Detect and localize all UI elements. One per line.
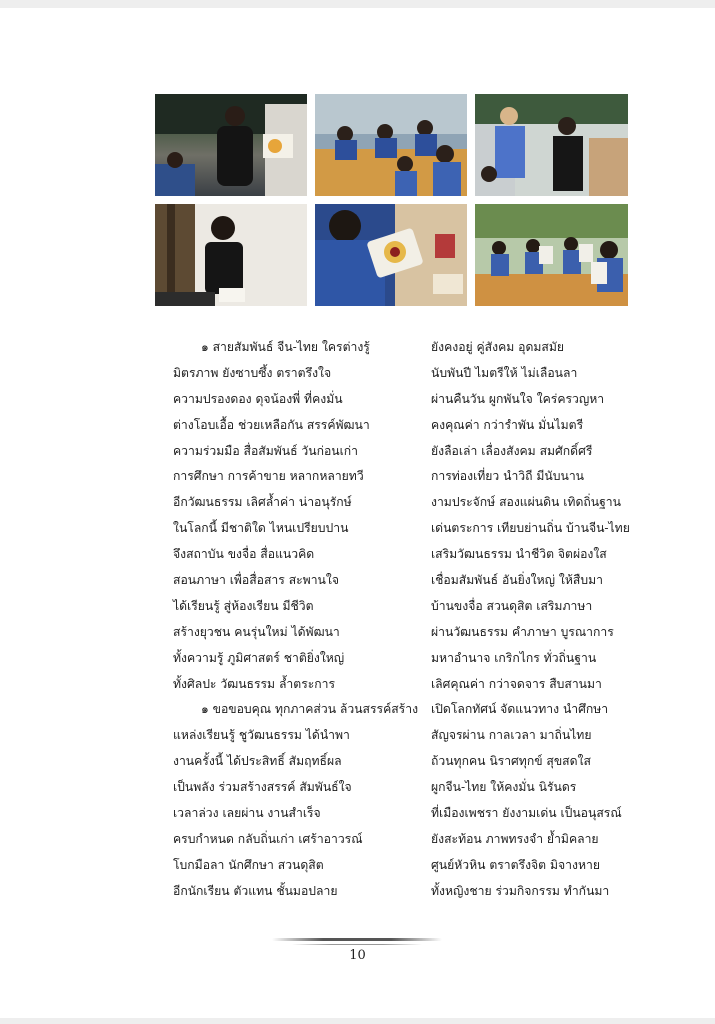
verse-row [173, 749, 643, 775]
verse-right: ผ่านวัฒนธรรม คำภาษา บูรณาการ [431, 624, 614, 639]
verse-left: ในโลกนี้ มีชาติใด ไหนเปรียบปาน [173, 521, 349, 536]
verse-left: สร้างยุวชน คนรุ่นใหม่ ได้พัฒนา [173, 624, 340, 639]
verse-right: ยังสะท้อน ภาพทรงจำ ย้ำมิคลาย [431, 831, 599, 846]
verse-right: เสริมวัฒนธรรม นำชีวิต จิตผ่องใส [431, 547, 607, 562]
verse-left: ความปรองดอง ดุจน้องพี่ ที่คงมั่น [173, 391, 343, 406]
verse-row [173, 672, 643, 698]
verse-row [173, 464, 643, 490]
verse-left: ทั้งความรู้ ภูมิศาสตร์ ชาติยิ่งใหญ่ [173, 650, 345, 665]
verse-left: แหล่งเรียนรู้ ชูวัฒนธรรม ได้นำพา [173, 728, 350, 743]
page-number: 10 [349, 948, 366, 963]
verse-left: จึงสถาบัน ขงจื่อ สื่อแนวคิด [173, 547, 315, 562]
verse-row [173, 387, 643, 413]
photo-masks-art [475, 204, 628, 306]
verse-row [173, 723, 643, 749]
verse-left: งานครั้งนี้ ได้ประสิทธิ์ สัมฤทธิ์ผล [173, 754, 342, 769]
verse-row [173, 335, 643, 361]
verse-right: ถ้วนทุกคน นิราศทุกข์ สุขสดใส [431, 754, 591, 769]
verse-left: สอนภาษา เพื่อสื่อสาร สะพานใจ [173, 573, 339, 588]
photo-students-holding-masks [475, 204, 628, 306]
verse-right: คงคุณค่า กว่ารำพัน มั่นไมตรี [431, 417, 584, 432]
document-page [0, 8, 715, 1018]
verse-row [173, 801, 643, 827]
verse-right: ยังคงอยู่ คู่สังคม อุดมสมัย [431, 340, 565, 354]
verse-row [173, 361, 643, 387]
verse-left: มิตรภาพ ยังซาบซึ้ง ตราตรึงใจ [173, 365, 332, 380]
verse-right: บ้านขงจื่อ สวนดุสิต เสริมภาษา [431, 598, 593, 613]
footer-divider [272, 938, 442, 941]
verse-row [173, 516, 643, 542]
verse-left: ความร่วมมือ สื่อสัมพันธ์ วันก่อนเก่า [173, 443, 359, 458]
verse-right: การท่องเที่ยว นำวิถี มีนับนาน [431, 469, 585, 484]
verse-right: ทั้งหญิงชาย ร่วมกิจกรรม ทำกันมา [431, 883, 610, 898]
verse-left: อีกวัฒนธรรม เลิศล้ำค่า น่าอนุรักษ์ [173, 495, 352, 510]
verse-row [173, 439, 643, 465]
photo-demo-art [475, 94, 628, 196]
verse-row [173, 879, 643, 905]
photo-collage [155, 94, 628, 306]
verse-right: นับพันปี ไมตรีให้ ไม่เลือนลา [431, 365, 578, 380]
poem-verses [173, 335, 643, 905]
verse-right: งามประจักษ์ สองแผ่นดิน เทิดถิ่นฐาน [431, 495, 621, 510]
verse-left: ได้เรียนรู้ สู่ห้องเรียน มีชีวิต [173, 598, 314, 613]
verse-row [173, 697, 643, 723]
verse-right: มหาอำนาจ เกริกไกร ทั่วถิ่นฐาน [431, 650, 597, 665]
verse-left: ๑ ขอขอบคุณ ทุกภาคส่วน ล้วนสรรค์สร้าง [201, 702, 419, 717]
photo-students-at-tables [315, 94, 467, 196]
photo-speaker-art [155, 94, 307, 196]
verse-row [173, 568, 643, 594]
verse-row [173, 775, 643, 801]
verse-right: เลิศคุณค่า กว่าจดจาร สืบสานมา [431, 676, 602, 691]
verse-row [173, 490, 643, 516]
verse-row [173, 620, 643, 646]
photo-mask-art [315, 204, 467, 306]
verse-left: อีกนักเรียน ตัวแทน ชั้นมอปลาย [173, 883, 338, 898]
photo-presenter-art [155, 204, 307, 306]
verse-row [173, 646, 643, 672]
verse-left: ทั้งศิลปะ วัฒนธรรม ล้ำตระการ [173, 676, 336, 691]
verse-right: เปิดโลกทัศน์ จัดแนวทาง นำศึกษา [431, 702, 609, 717]
verse-right: ผูกจีน-ไทย ให้คงมั่น นิรันดร [431, 780, 577, 795]
verse-right: ยังลือเล่า เลื่องสังคม สมศักดิ์ศรี [431, 443, 593, 458]
verse-right: เด่นตระการ เทียบย่านถิ่น บ้านจีน-ไทย [431, 521, 630, 536]
photo-tables-art [315, 94, 467, 196]
verse-row [173, 853, 643, 879]
verse-right: สัญจรผ่าน กาลเวลา มาถิ่นไทย [431, 728, 592, 743]
photo-painting-mask-closeup [315, 204, 467, 306]
verse-left: โบกมือลา นักศึกษา สวนดุสิต [173, 857, 324, 872]
verse-left: ครบกำหนด กลับถิ่นเก่า เศร้าอาวรณ์ [173, 831, 363, 846]
verse-left: ๑ สายสัมพันธ์ จีน-ไทย ใครต่างรู้ [201, 340, 370, 354]
footer-divider-thin [292, 944, 422, 945]
verse-row [173, 827, 643, 853]
photo-instructor-demonstration [475, 94, 628, 196]
verse-right: ผ่านคืนวัน ผูกพันใจ ใคร่ครวญหา [431, 391, 605, 406]
verse-right: เชื่อมสัมพันธ์ อันยิ่งใหญ่ ให้สืบมา [431, 573, 603, 588]
verse-right: ที่เมืองเพชรา ยังงามเด่น เป็นอนุสรณ์ [431, 806, 622, 821]
verse-left: เป็นพลัง ร่วมสร้างสรรค์ สัมพันธ์ใจ [173, 780, 352, 795]
photo-speaker-with-microphone [155, 94, 307, 196]
verse-right: ศูนย์หัวหิน ตราตรึงจิต มิจางหาย [431, 857, 600, 872]
verse-left: เวลาล่วง เลยผ่าน งานสำเร็จ [173, 806, 321, 821]
verse-row [173, 594, 643, 620]
verse-row [173, 413, 643, 439]
verse-row [173, 542, 643, 568]
photo-girl-presenting [155, 204, 307, 306]
verse-left: การศึกษา การค้าขาย หลากหลายทวี [173, 469, 364, 484]
verse-left: ต่างโอบเอื้อ ช่วยเหลือกัน สรรค์พัฒนา [173, 417, 370, 432]
